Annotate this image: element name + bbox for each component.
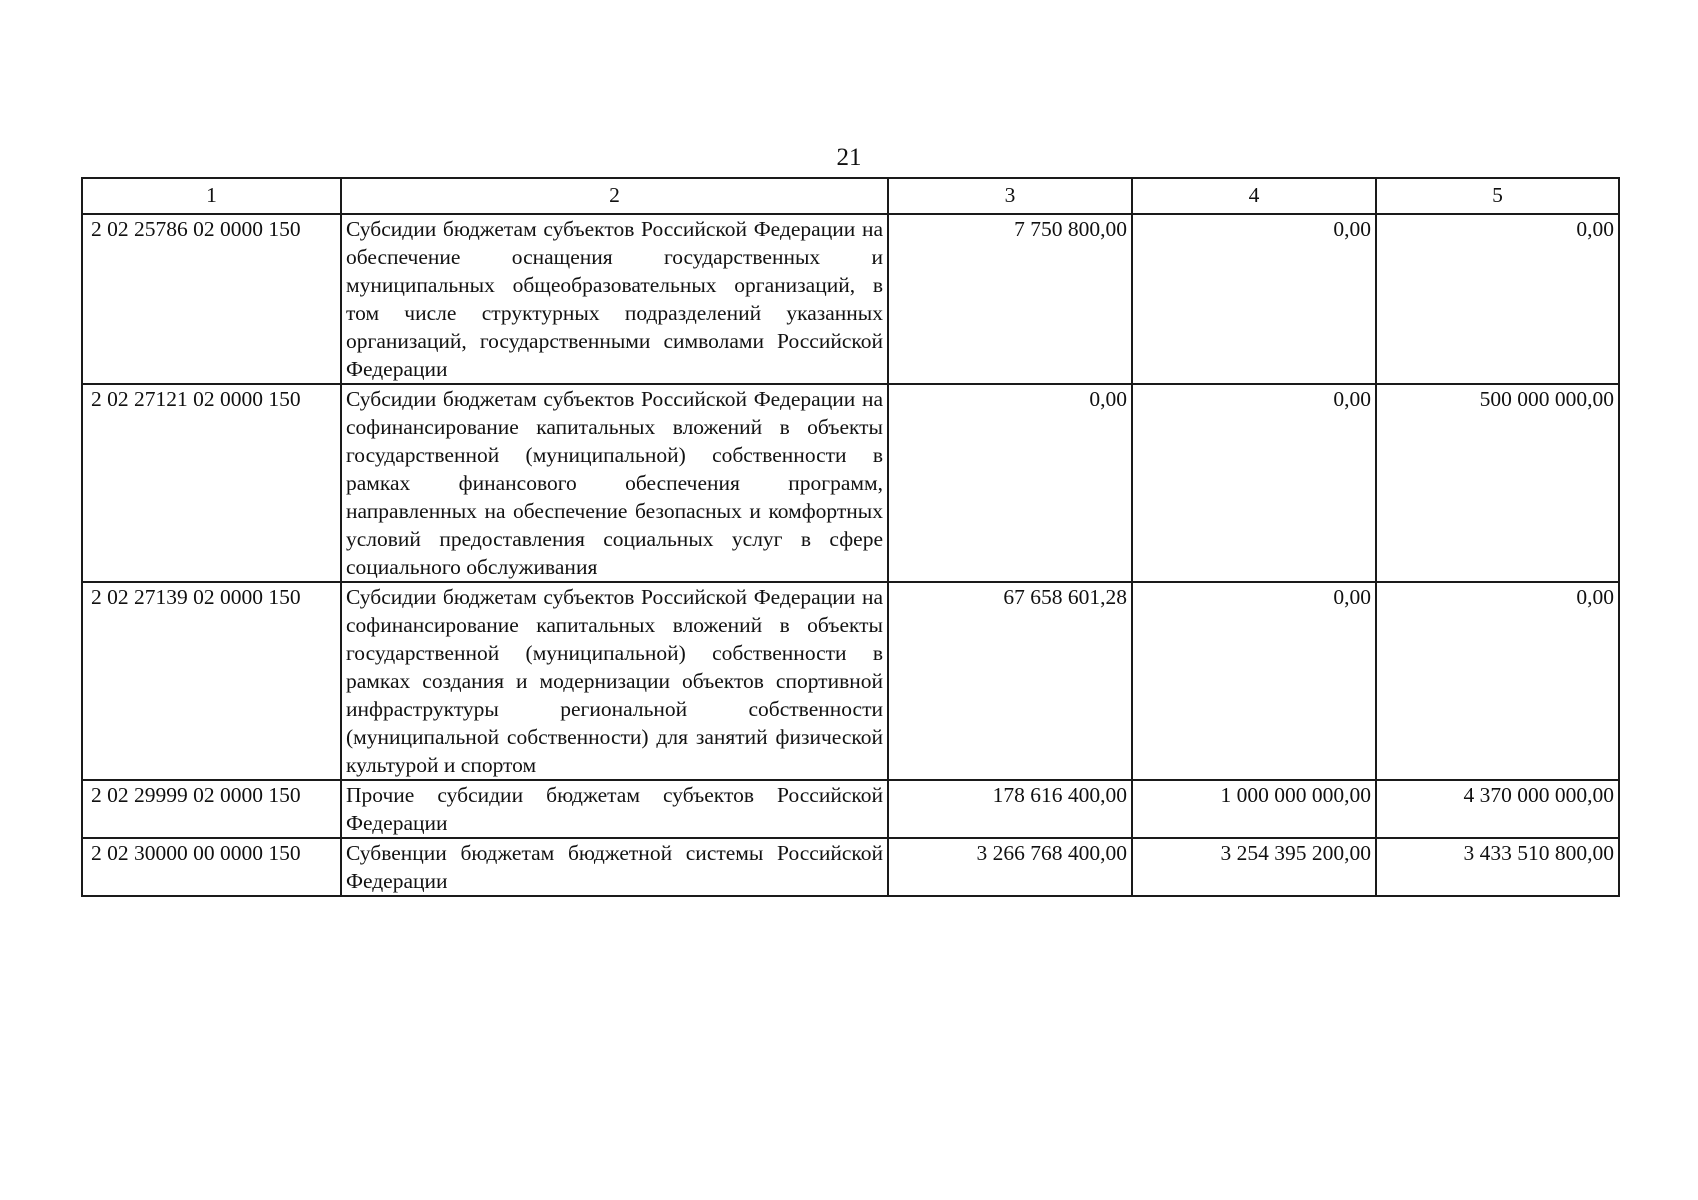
amount-col4-cell: 1 000 000 000,00 [1132, 780, 1376, 838]
amount-col5-cell: 0,00 [1376, 582, 1619, 780]
column-header-1: 1 [82, 178, 341, 214]
amount-col3-cell: 178 616 400,00 [888, 780, 1132, 838]
amount-col5-cell: 3 433 510 800,00 [1376, 838, 1619, 896]
amount-col4-cell: 0,00 [1132, 582, 1376, 780]
amount-col4-cell: 3 254 395 200,00 [1132, 838, 1376, 896]
description-cell: Субсидии бюджетам субъектов Российской Федерации на обеспечение оснащения государственных и муниципальных общеобразовательных организаций, в том числе структурных подразделений указанных организаций, государственными символами Российской Федерации [341, 214, 888, 384]
description-cell: Субсидии бюджетам субъектов Российской Федерации на софинансирование капитальных вложений в объекты государственной (муниципальной) собственности в рамках создания и модернизации объектов спортивной инфраструктуры региональной собственности (муниципальной собственности) для занятий физической культурой и спортом [341, 582, 888, 780]
budget-table [81, 177, 1620, 897]
amount-col5-cell: 0,00 [1376, 214, 1619, 384]
amount-col5-cell: 4 370 000 000,00 [1376, 780, 1619, 838]
amount-col3-cell: 7 750 800,00 [888, 214, 1132, 384]
description-cell: Прочие субсидии бюджетам субъектов Российской Федерации [341, 780, 888, 838]
description-cell: Субсидии бюджетам субъектов Российской Федерации на софинансирование капитальных вложений в объекты государственной (муниципальной) собственности в рамках финансового обеспечения программ, направленных на обеспечение безопасных и комфортных условий предоставления социальных услуг в сфере социального обслуживания [341, 384, 888, 582]
amount-col4-cell: 0,00 [1132, 214, 1376, 384]
table-row [82, 780, 1619, 838]
header-row [82, 178, 1619, 214]
amount-col3-cell: 0,00 [888, 384, 1132, 582]
column-header-3: 3 [888, 178, 1132, 214]
budget-code-cell: 2 02 27121 02 0000 150 [82, 384, 341, 582]
table-row [82, 384, 1619, 582]
amount-col3-cell: 67 658 601,28 [888, 582, 1132, 780]
budget-code-cell: 2 02 30000 00 0000 150 [82, 838, 341, 896]
amount-col4-cell: 0,00 [1132, 384, 1376, 582]
column-header-2: 2 [341, 178, 888, 214]
budget-code-cell: 2 02 29999 02 0000 150 [82, 780, 341, 838]
amount-col3-cell: 3 266 768 400,00 [888, 838, 1132, 896]
page-number: 21 [836, 144, 862, 171]
column-header-4: 4 [1132, 178, 1376, 214]
table-row [82, 838, 1619, 896]
column-header-5: 5 [1376, 178, 1619, 214]
description-cell: Субвенции бюджетам бюджетной системы Российской Федерации [341, 838, 888, 896]
budget-code-cell: 2 02 27139 02 0000 150 [82, 582, 341, 780]
budget-code-cell: 2 02 25786 02 0000 150 [82, 214, 341, 384]
amount-col5-cell: 500 000 000,00 [1376, 384, 1619, 582]
table-row [82, 582, 1619, 780]
table-row [82, 214, 1619, 384]
